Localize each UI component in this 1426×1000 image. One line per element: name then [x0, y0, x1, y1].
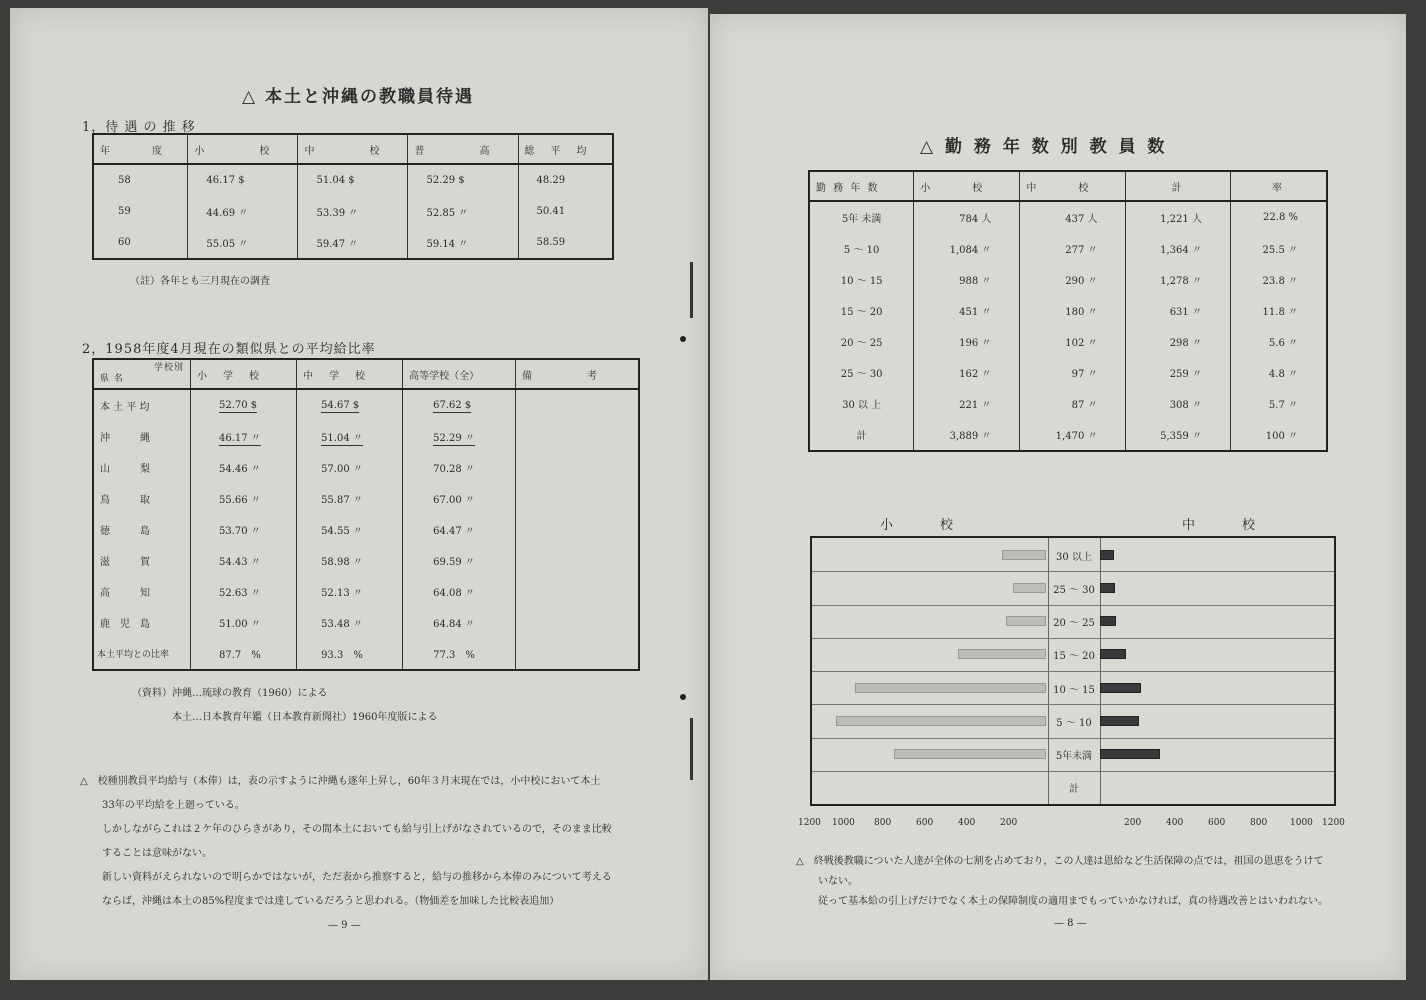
cell: 52.29 〃 [433, 433, 475, 444]
cell: 631 〃 [1126, 295, 1230, 326]
cell: 48.29 [518, 164, 613, 196]
cell: 58.59 [518, 227, 613, 259]
cell: 15 ～ 20 [809, 295, 914, 326]
cell: 162 〃 [914, 357, 1020, 388]
section1-heading: 1，待 遇 の 推 移 [82, 120, 196, 135]
table-row [93, 483, 639, 514]
cell: 87.7 % [191, 638, 297, 670]
cell: 58.98 〃 [297, 545, 403, 576]
cell: 計 [809, 419, 914, 451]
header-cell: 備 考 [516, 359, 640, 389]
chart-category-label: 5年未満 [1055, 751, 1093, 763]
header-cell: 中 校 [298, 134, 408, 164]
para-line: ならば，沖縄は本土の85%程度までは達しているだろうと思われる。（物価差を加味した比較表追加） [102, 896, 560, 907]
cell: 60 [93, 227, 188, 259]
table-row [93, 545, 639, 576]
cell: 5,359 〃 [1126, 419, 1230, 451]
right-page [710, 14, 1406, 980]
table-row [809, 233, 1327, 264]
cell: 53.48 〃 [297, 607, 403, 638]
cell: 784 人 [914, 201, 1020, 233]
cell: 51.00 〃 [191, 607, 297, 638]
cell: 30 以 上 [809, 388, 914, 419]
axis-tick-label: 1000 [832, 818, 855, 828]
chart-bar-elementary [855, 683, 1046, 693]
cell: 5 ～ 10 [809, 233, 914, 264]
table-row [809, 264, 1327, 295]
chart-bar-elementary [894, 749, 1046, 759]
corner-cell [93, 359, 191, 389]
right-title: △ 勤 務 年 数 別 教 員 数 [920, 137, 1168, 157]
years-of-service-chart [810, 536, 1336, 806]
cell: 50.41 [518, 196, 613, 227]
header-cell: 率 [1230, 171, 1327, 201]
chart-gridline [812, 638, 1334, 639]
chart-gridline [812, 671, 1334, 672]
chart-bar-junior-high [1100, 649, 1126, 659]
table-row [93, 389, 639, 421]
chart-gridline [812, 704, 1334, 705]
header-cell: 計 [1126, 171, 1230, 201]
header-cell: 小 校 [188, 134, 298, 164]
chart-bar-junior-high [1100, 749, 1160, 759]
cell: 54.67 $ [321, 400, 360, 411]
cell: 51.04 $ [298, 164, 408, 196]
salary-ratio-table [92, 358, 640, 671]
cell: 3,889 〃 [914, 419, 1020, 451]
cell: 沖 縄 [93, 421, 191, 452]
chart-category-label: 10 ～ 15 [1053, 684, 1095, 696]
chart-axis-ticks [710, 818, 1406, 834]
para-line: △ 校種別教員平均給与（本俸）は，表の示すように沖縄も逐年上昇し，60年３月末現在では，小中校において本土 [80, 776, 601, 787]
axis-tick-label: 600 [916, 818, 934, 828]
axis-tick-label: 200 [1124, 818, 1142, 828]
table-row [93, 227, 613, 259]
cell [516, 421, 640, 452]
binding-stitch [690, 262, 693, 318]
chart-bar-junior-high [1100, 683, 1141, 693]
corner-bottom: 県 名 [100, 374, 124, 384]
cell [516, 638, 640, 670]
cell: 10 ～ 15 [809, 264, 914, 295]
cell: 87 〃 [1020, 388, 1126, 419]
table-row [93, 607, 639, 638]
cell: 52.13 〃 [297, 576, 403, 607]
cell: 山 梨 [93, 452, 191, 483]
cell: 52.29 $ [408, 164, 518, 196]
cell: 58 [93, 164, 188, 196]
para-line: しかしながらこれは２ケ年のひらきがあり，その間本土においても給与引上げがなされているので，そのまま比較 [102, 824, 612, 835]
chart-right-label: 中 校 [1182, 518, 1258, 533]
page-number-right: — 8 — [1054, 918, 1087, 929]
cell [516, 514, 640, 545]
cell: 221 〃 [914, 388, 1020, 419]
cell: 64.08 〃 [403, 576, 516, 607]
cell: 54.55 〃 [297, 514, 403, 545]
table-row [809, 357, 1327, 388]
binding-stitch [690, 718, 693, 780]
left-paragraph [80, 770, 690, 914]
right-paragraph [796, 852, 1386, 912]
years-of-service-table [808, 170, 1328, 452]
cell: 988 〃 [914, 264, 1020, 295]
chart-left-label: 小 校 [880, 518, 956, 533]
section1-note: （註）各年とも三月現在の調査 [130, 276, 270, 287]
source-okinawa: （資料）沖縄…琉球の教育（1960）による [132, 688, 328, 699]
cell: 102 〃 [1020, 326, 1126, 357]
cell: 54.46 〃 [191, 452, 297, 483]
page-number-left: — 9 — [328, 920, 361, 931]
chart-gridline [812, 771, 1334, 772]
cell: 5年 未満 [809, 201, 914, 233]
table-row [93, 576, 639, 607]
source-mainland: 本土…日本教育年鑑（日本教育新聞社）1960年度版による [172, 712, 438, 723]
cell: 鹿 児 島 [93, 607, 191, 638]
cell: 本 土 平 均 [93, 389, 191, 421]
header-cell: 総 平 均 [518, 134, 613, 164]
cell: 59.47 〃 [298, 227, 408, 259]
table-row [93, 638, 639, 670]
cell [516, 545, 640, 576]
cell: 本土平均との比率 [93, 638, 191, 670]
chart-bar-junior-high [1100, 716, 1139, 726]
cell: 23.8 〃 [1230, 264, 1327, 295]
cell: 59 [93, 196, 188, 227]
table-row [93, 196, 613, 227]
chart-gridline [812, 605, 1334, 606]
header-cell: 中 校 [1020, 171, 1126, 201]
cell: 鳥 取 [93, 483, 191, 514]
para-line: することは意味がない。 [102, 848, 212, 859]
cell: 53.39 〃 [298, 196, 408, 227]
para-line: 33年の平均給を上廻っている。 [102, 800, 245, 811]
cell: 滋 賀 [93, 545, 191, 576]
cell: 277 〃 [1020, 233, 1126, 264]
chart-category-label: 5 ～ 10 [1056, 717, 1092, 729]
cell: 51.04 〃 [321, 433, 363, 444]
cell: 57.00 〃 [297, 452, 403, 483]
cell: 52.63 〃 [191, 576, 297, 607]
cell: 55.05 〃 [188, 227, 298, 259]
cell: 1,470 〃 [1020, 419, 1126, 451]
cell: 298 〃 [1126, 326, 1230, 357]
cell: 1,221 人 [1126, 201, 1230, 233]
cell: 1,278 〃 [1126, 264, 1230, 295]
cell: 46.17 $ [188, 164, 298, 196]
cell: 64.84 〃 [403, 607, 516, 638]
chart-bar-elementary [958, 649, 1046, 659]
cell: 451 〃 [914, 295, 1020, 326]
binding-hole [680, 694, 686, 700]
axis-tick-label: 800 [874, 818, 892, 828]
para-line: 新しい資料がえられないので明らかではないが，ただ表から推察すると，給与の推移から本俸のみについて考える [102, 872, 612, 883]
chart-category-label: 25 ～ 30 [1053, 584, 1095, 596]
cell: 高 知 [93, 576, 191, 607]
chart-bar-junior-high [1100, 616, 1116, 626]
cell: 93.3 % [297, 638, 403, 670]
cell: 22.8 % [1230, 201, 1327, 233]
cell: 5.7 〃 [1230, 388, 1327, 419]
cell: 67.00 〃 [403, 483, 516, 514]
cell: 308 〃 [1126, 388, 1230, 419]
header-cell: 年 度 [93, 134, 188, 164]
chart-category-label: 計 [1069, 784, 1079, 796]
cell: 69.59 〃 [403, 545, 516, 576]
cell: 259 〃 [1126, 357, 1230, 388]
cell [516, 576, 640, 607]
cell: 52.85 〃 [408, 196, 518, 227]
cell: 1,364 〃 [1126, 233, 1230, 264]
cell: 11.8 〃 [1230, 295, 1327, 326]
cell: 53.70 〃 [191, 514, 297, 545]
chart-bar-elementary [836, 716, 1046, 726]
chart-gridline [812, 738, 1334, 739]
cell: 290 〃 [1020, 264, 1126, 295]
salary-trend-table [92, 133, 614, 260]
cell: 437 人 [1020, 201, 1126, 233]
table-row [809, 326, 1327, 357]
axis-tick-label: 1200 [798, 818, 821, 828]
header-cell: 普 高 [408, 134, 518, 164]
cell: 59.14 〃 [408, 227, 518, 259]
cell: 77.3 % [403, 638, 516, 670]
chart-bar-junior-high [1100, 550, 1114, 560]
table-row [93, 514, 639, 545]
section2-heading: 2，1958年度4月現在の類似県との平均給比率 [82, 342, 376, 357]
cell: 44.69 〃 [188, 196, 298, 227]
table-row [93, 164, 613, 196]
axis-tick-label: 1000 [1290, 818, 1313, 828]
cell [516, 452, 640, 483]
cell: 54.43 〃 [191, 545, 297, 576]
cell: 97 〃 [1020, 357, 1126, 388]
axis-tick-label: 1200 [1322, 818, 1345, 828]
cell: 25.5 〃 [1230, 233, 1327, 264]
cell: 100 〃 [1230, 419, 1327, 451]
cell: 64.47 〃 [403, 514, 516, 545]
cell: 5.6 〃 [1230, 326, 1327, 357]
chart-bar-junior-high [1100, 583, 1115, 593]
cell: 55.87 〃 [297, 483, 403, 514]
chart-bar-elementary [1013, 583, 1046, 593]
chart-gridline [812, 571, 1334, 572]
chart-bar-elementary [1002, 550, 1046, 560]
table-row [93, 452, 639, 483]
cell: 20 ～ 25 [809, 326, 914, 357]
cell [516, 483, 640, 514]
header-cell: 中 学 校 [297, 359, 403, 389]
cell: 25 ～ 30 [809, 357, 914, 388]
axis-tick-label: 800 [1250, 818, 1268, 828]
left-page [10, 8, 708, 980]
para-line: △ 終戦後教職についた人達が全体の七割を占めており，この人達は恩給など生活保障の点では，祖国の恩恵をうけて [796, 856, 1324, 867]
para-line: いない。 [818, 876, 858, 887]
cell: 70.28 〃 [403, 452, 516, 483]
table-row [809, 201, 1327, 233]
axis-tick-label: 600 [1208, 818, 1226, 828]
cell: 徳 島 [93, 514, 191, 545]
axis-tick-label: 400 [958, 818, 976, 828]
cell: 1,084 〃 [914, 233, 1020, 264]
table-row [93, 421, 639, 452]
binding-hole [680, 336, 686, 342]
cell: 46.17 〃 [219, 433, 261, 444]
cell: 196 〃 [914, 326, 1020, 357]
cell: 180 〃 [1020, 295, 1126, 326]
chart-category-label: 20 ～ 25 [1053, 618, 1095, 630]
header-cell: 小 校 [914, 171, 1020, 201]
table-row [809, 388, 1327, 419]
chart-bar-elementary [1006, 616, 1046, 626]
para-line: 従って基本給の引上げだけでなく本土の保障制度の適用までもっていかなければ，真の待遇改善とはいわれない。 [818, 896, 1328, 907]
left-title: △ 本土と沖縄の教職員待遇 [242, 87, 474, 107]
table-row [809, 419, 1327, 451]
axis-tick-label: 400 [1166, 818, 1184, 828]
header-cell: 勤 務 年 数 [809, 171, 914, 201]
cell: 4.8 〃 [1230, 357, 1327, 388]
axis-tick-label: 200 [1000, 818, 1018, 828]
chart-category-label: 15 ～ 20 [1053, 651, 1095, 663]
cell: 67.62 $ [433, 400, 472, 411]
cell [516, 607, 640, 638]
header-cell: 高等学校（全） [403, 359, 516, 389]
header-cell: 小 学 校 [191, 359, 297, 389]
chart-category-label: 30 以上 [1056, 551, 1092, 563]
cell [516, 389, 640, 421]
cell: 52.70 $ [219, 400, 258, 411]
table-row [809, 295, 1327, 326]
cell: 55.66 〃 [191, 483, 297, 514]
corner-top: 学校別 [153, 363, 184, 373]
